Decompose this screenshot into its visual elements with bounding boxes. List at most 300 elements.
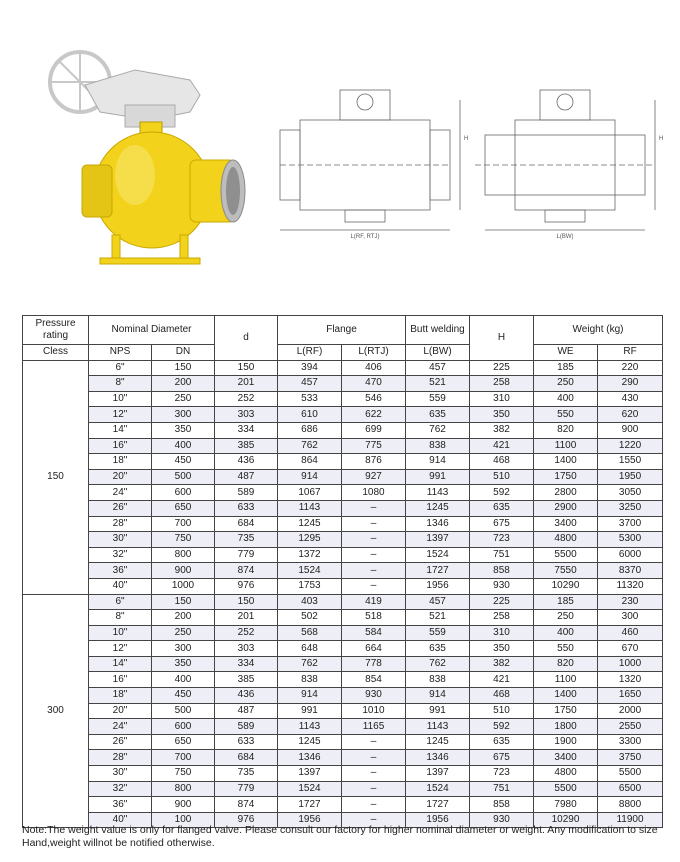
table-row [23,422,663,438]
table-cell: 350 [152,422,215,438]
table-cell: 633 [215,500,278,516]
table-cell: 150 [152,360,215,376]
table-cell: 400 [152,672,215,688]
table-cell: 10290 [534,578,598,594]
header-nominal-diameter: Nominal Diameter [89,316,215,345]
table-cell: 930 [470,812,534,828]
table-cell: 858 [470,563,534,579]
table-cell: 779 [215,781,278,797]
table-cell: 635 [406,641,470,657]
header-rf: RF [598,345,663,361]
table-cell: 751 [470,781,534,797]
table-cell: 735 [215,766,278,782]
header-pressure-rating: Pressure rating [23,316,89,345]
table-row [23,485,663,501]
table-cell: 914 [278,688,342,704]
table-cell: 250 [152,625,215,641]
table-cell: 1524 [406,781,470,797]
table-cell: 4800 [534,766,598,782]
table-cell: 3050 [598,485,663,501]
table-cell: 838 [278,672,342,688]
table-cell: 533 [278,391,342,407]
table-cell: 1165 [342,719,406,735]
table-cell: 1397 [278,766,342,782]
table-cell: 800 [152,781,215,797]
table-cell: 991 [406,469,470,485]
table-cell: 334 [215,422,278,438]
table-cell: 419 [342,594,406,610]
table-cell: 20" [89,469,152,485]
table-cell: 150 [152,594,215,610]
table-cell: 874 [215,563,278,579]
table-cell: 1143 [278,719,342,735]
table-cell: 750 [152,766,215,782]
header-nps: NPS [89,345,152,361]
table-cell: 5500 [534,781,598,797]
table-cell: 382 [470,422,534,438]
table-cell: 1550 [598,454,663,470]
table-row [23,781,663,797]
table-cell: 686 [278,422,342,438]
table-row [23,563,663,579]
table-cell: 406 [342,360,406,376]
table-cell: 2800 [534,485,598,501]
table-cell: 185 [534,360,598,376]
table-row [23,547,663,563]
table-cell: 550 [534,407,598,423]
table-cell: 150 [215,594,278,610]
table-cell: 518 [342,610,406,626]
table-cell: 502 [278,610,342,626]
table-cell: 28" [89,750,152,766]
table-cell: 200 [152,610,215,626]
table-cell: – [342,516,406,532]
table-cell: 200 [152,376,215,392]
table-cell: 16" [89,672,152,688]
table-cell: 762 [406,656,470,672]
table-cell: 400 [534,625,598,641]
table-cell: 1245 [406,734,470,750]
table-cell: 24" [89,719,152,735]
table-cell: 185 [534,594,598,610]
table-cell: 900 [152,563,215,579]
table-cell: 30" [89,766,152,782]
table-cell: – [342,734,406,750]
table-cell: 1346 [278,750,342,766]
table-cell: 16" [89,438,152,454]
table-cell: 650 [152,500,215,516]
table-cell: 300 [598,610,663,626]
table-row [23,500,663,516]
table-cell: 403 [278,594,342,610]
table-cell: 1950 [598,469,663,485]
table-cell: 2900 [534,500,598,516]
table-cell: 430 [598,391,663,407]
table-cell: 8" [89,610,152,626]
table-cell: 3750 [598,750,663,766]
table-cell: 4800 [534,532,598,548]
header-l-bw: L(BW) [406,345,470,361]
table-row [23,407,663,423]
table-cell: 750 [152,532,215,548]
table-cell: 457 [278,376,342,392]
footnote: Note:The weight value is only for flanged valve. Please consult our factory for higher nominal diameter or weight. Any modification to size Hand,weight willnot be notified otherwise. [22,824,658,849]
table-cell: 6" [89,360,152,376]
table-cell: 500 [152,703,215,719]
table-cell: 1650 [598,688,663,704]
table-cell: – [342,797,406,813]
header-d: d [215,316,278,361]
table-cell: 225 [470,360,534,376]
table-cell: 3400 [534,516,598,532]
table-cell: 1080 [342,485,406,501]
table-cell: 1956 [406,812,470,828]
table-cell: 1524 [278,781,342,797]
table-row [23,438,663,454]
table-cell: 1320 [598,672,663,688]
table-cell: 10" [89,625,152,641]
table-cell: 457 [406,360,470,376]
table-cell: 589 [215,719,278,735]
table-cell: 762 [278,656,342,672]
table-cell: 32" [89,781,152,797]
table-cell: 36" [89,563,152,579]
table-cell: 751 [470,547,534,563]
table-cell: 874 [215,797,278,813]
table-cell: 650 [152,734,215,750]
table-cell: 100 [152,812,215,828]
table-cell: 1900 [534,734,598,750]
table-cell: 592 [470,485,534,501]
pressure-class-cell: 150 [23,360,89,594]
table-cell: 1956 [278,812,342,828]
table-cell: 675 [470,750,534,766]
table-cell: 592 [470,719,534,735]
table-row [23,672,663,688]
table-row [23,532,663,548]
table-cell: 470 [342,376,406,392]
table-cell: 5500 [598,766,663,782]
table-cell: 914 [406,454,470,470]
table-cell: 201 [215,610,278,626]
table-cell: 699 [342,422,406,438]
table-row [23,750,663,766]
table-cell: 1100 [534,672,598,688]
table-cell: 220 [598,360,663,376]
table-cell: 3400 [534,750,598,766]
header-butt-welding: Butt welding [406,316,470,345]
table-cell: – [342,812,406,828]
pressure-class-cell: 300 [23,594,89,828]
header-cless: Cless [23,345,89,361]
table-cell: 382 [470,656,534,672]
header-weight: Weight (kg) [534,316,663,345]
table-cell: 12" [89,641,152,657]
table-cell: 622 [342,407,406,423]
table-cell: 1067 [278,485,342,501]
table-cell: 2000 [598,703,663,719]
table-cell: 385 [215,438,278,454]
table-row [23,766,663,782]
header-flange: Flange [278,316,406,345]
dimension-table [22,315,663,828]
table-cell: 700 [152,750,215,766]
table-cell: – [342,500,406,516]
table-cell: 26" [89,734,152,750]
table-cell: 762 [406,422,470,438]
table-cell: – [342,563,406,579]
table-cell: 26" [89,500,152,516]
table-cell: 864 [278,454,342,470]
table-cell: 6" [89,594,152,610]
table-cell: 3300 [598,734,663,750]
table-row [23,469,663,485]
table-cell: 450 [152,688,215,704]
table-cell: 610 [278,407,342,423]
table-cell: 600 [152,719,215,735]
table-cell: – [342,750,406,766]
table-cell: 1956 [406,578,470,594]
table-cell: 510 [470,703,534,719]
table-cell: 310 [470,391,534,407]
table-row [23,625,663,641]
table-cell: 500 [152,469,215,485]
table-cell: 914 [278,469,342,485]
table-cell: 635 [470,500,534,516]
table-cell: 450 [152,454,215,470]
table-cell: 487 [215,469,278,485]
table-cell: 1295 [278,532,342,548]
table-cell: 290 [598,376,663,392]
table-cell: 1143 [278,500,342,516]
table-cell: 1750 [534,703,598,719]
table-cell: 250 [152,391,215,407]
table-cell: 252 [215,391,278,407]
table-row [23,688,663,704]
table-cell: 1245 [406,500,470,516]
table-cell: 620 [598,407,663,423]
header-dn: DN [152,345,215,361]
table-cell: 10" [89,391,152,407]
table-cell: 11320 [598,578,663,594]
table-cell: 2550 [598,719,663,735]
table-cell: 350 [152,656,215,672]
table-cell: 6500 [598,781,663,797]
table-cell: 800 [152,547,215,563]
table-cell: 838 [406,438,470,454]
table-cell: 1524 [278,563,342,579]
table-cell: 1245 [278,516,342,532]
table-cell: 250 [534,610,598,626]
table-cell: 1143 [406,485,470,501]
table-cell: 1524 [406,547,470,563]
table-cell: – [342,547,406,563]
table-cell: 775 [342,438,406,454]
table-cell: 550 [534,641,598,657]
table-cell: 568 [278,625,342,641]
table-cell: 1400 [534,454,598,470]
table-cell: 1245 [278,734,342,750]
table-cell: 40" [89,812,152,828]
table-cell: 436 [215,454,278,470]
table-cell: 334 [215,656,278,672]
table-cell: 930 [342,688,406,704]
table-cell: 394 [278,360,342,376]
table-cell: 436 [215,688,278,704]
table-cell: 1753 [278,578,342,594]
table-row [23,703,663,719]
table-cell: 11900 [598,812,663,828]
table-cell: 468 [470,454,534,470]
table-cell: 1143 [406,719,470,735]
table-row [23,719,663,735]
table-cell: 559 [406,625,470,641]
table-cell: 30" [89,532,152,548]
table-cell: 300 [152,407,215,423]
table-cell: 900 [598,422,663,438]
table-cell: 8800 [598,797,663,813]
table-row [23,656,663,672]
header-l-rtj: L(RTJ) [342,345,406,361]
valve-photo [40,40,250,270]
table-cell: 201 [215,376,278,392]
drawing-right-length-label: L(BW) [556,234,574,240]
table-cell: 350 [470,407,534,423]
table-cell: 252 [215,625,278,641]
table-row [23,391,663,407]
table-cell: 991 [278,703,342,719]
table-cell: 1100 [534,438,598,454]
table-cell: 648 [278,641,342,657]
table-cell: 487 [215,703,278,719]
table-cell: 400 [534,391,598,407]
table-cell: 18" [89,454,152,470]
table-cell: 1727 [278,797,342,813]
table-cell: 421 [470,672,534,688]
table-row [23,594,663,610]
table-cell: 1346 [406,750,470,766]
table-row [23,797,663,813]
drawing-left-h-label: H [464,136,469,142]
table-row [23,641,663,657]
table-cell: 838 [406,672,470,688]
table-cell: 858 [470,797,534,813]
table-cell: 24" [89,485,152,501]
table-cell: 40" [89,578,152,594]
table-cell: 14" [89,656,152,672]
drawing-left-length-label: L(RF, RTJ) [350,234,380,240]
table-cell: 250 [534,376,598,392]
table-cell: 684 [215,516,278,532]
table-cell: 723 [470,532,534,548]
table-cell: 762 [278,438,342,454]
table-cell: 976 [215,812,278,828]
table-cell: 300 [152,641,215,657]
table-cell: 6000 [598,547,663,563]
table-cell: 1000 [152,578,215,594]
table-cell: 400 [152,438,215,454]
table-cell: 664 [342,641,406,657]
table-cell: 150 [215,360,278,376]
table-cell: 723 [470,766,534,782]
table-row [23,454,663,470]
table-cell: 1346 [406,516,470,532]
table-cell: 421 [470,438,534,454]
header-h: H [470,316,534,361]
table-body [23,360,663,828]
table-cell: 876 [342,454,406,470]
table-row [23,376,663,392]
table-cell: 350 [470,641,534,657]
table-cell: 521 [406,610,470,626]
table-cell: 735 [215,532,278,548]
table-cell: 779 [215,547,278,563]
drawing-right-h-label: H [659,136,664,142]
table-row [23,360,663,376]
table-row [23,516,663,532]
table-cell: 510 [470,469,534,485]
table-cell: 684 [215,750,278,766]
table-cell: 589 [215,485,278,501]
table-cell: 521 [406,376,470,392]
table-cell: 991 [406,703,470,719]
table-cell: 670 [598,641,663,657]
table-cell: 1727 [406,797,470,813]
table-cell: 7980 [534,797,598,813]
table-cell: 8370 [598,563,663,579]
table-cell: 927 [342,469,406,485]
drawing-butt-weld [475,90,655,230]
table-cell: 303 [215,641,278,657]
table-cell: 7550 [534,563,598,579]
table-cell: 5300 [598,532,663,548]
table-cell: 1220 [598,438,663,454]
table-cell: 1397 [406,766,470,782]
table-row [23,610,663,626]
table-cell: 1372 [278,547,342,563]
table-cell: 600 [152,485,215,501]
table-cell: 12" [89,407,152,423]
table-cell: 559 [406,391,470,407]
table-cell: 976 [215,578,278,594]
table-cell: 778 [342,656,406,672]
table-cell: 900 [152,797,215,813]
table-cell: 460 [598,625,663,641]
table-cell: 310 [470,625,534,641]
table-cell: 700 [152,516,215,532]
table-row [23,578,663,594]
table-cell: 635 [470,734,534,750]
table-cell: 546 [342,391,406,407]
table-cell: 1750 [534,469,598,485]
table-cell: 1800 [534,719,598,735]
table-cell: 1000 [598,656,663,672]
table-cell: 303 [215,407,278,423]
drawing-flanged [280,90,460,230]
table-cell: 930 [470,578,534,594]
table-cell: 1397 [406,532,470,548]
table-cell: 5500 [534,547,598,563]
table-cell: 468 [470,688,534,704]
technical-drawings [270,80,670,240]
table-cell: 8" [89,376,152,392]
table-cell: 36" [89,797,152,813]
header-l-rf: L(RF) [278,345,342,361]
table-cell: 635 [406,407,470,423]
table-cell: 633 [215,734,278,750]
table-row [23,734,663,750]
table-cell: 225 [470,594,534,610]
